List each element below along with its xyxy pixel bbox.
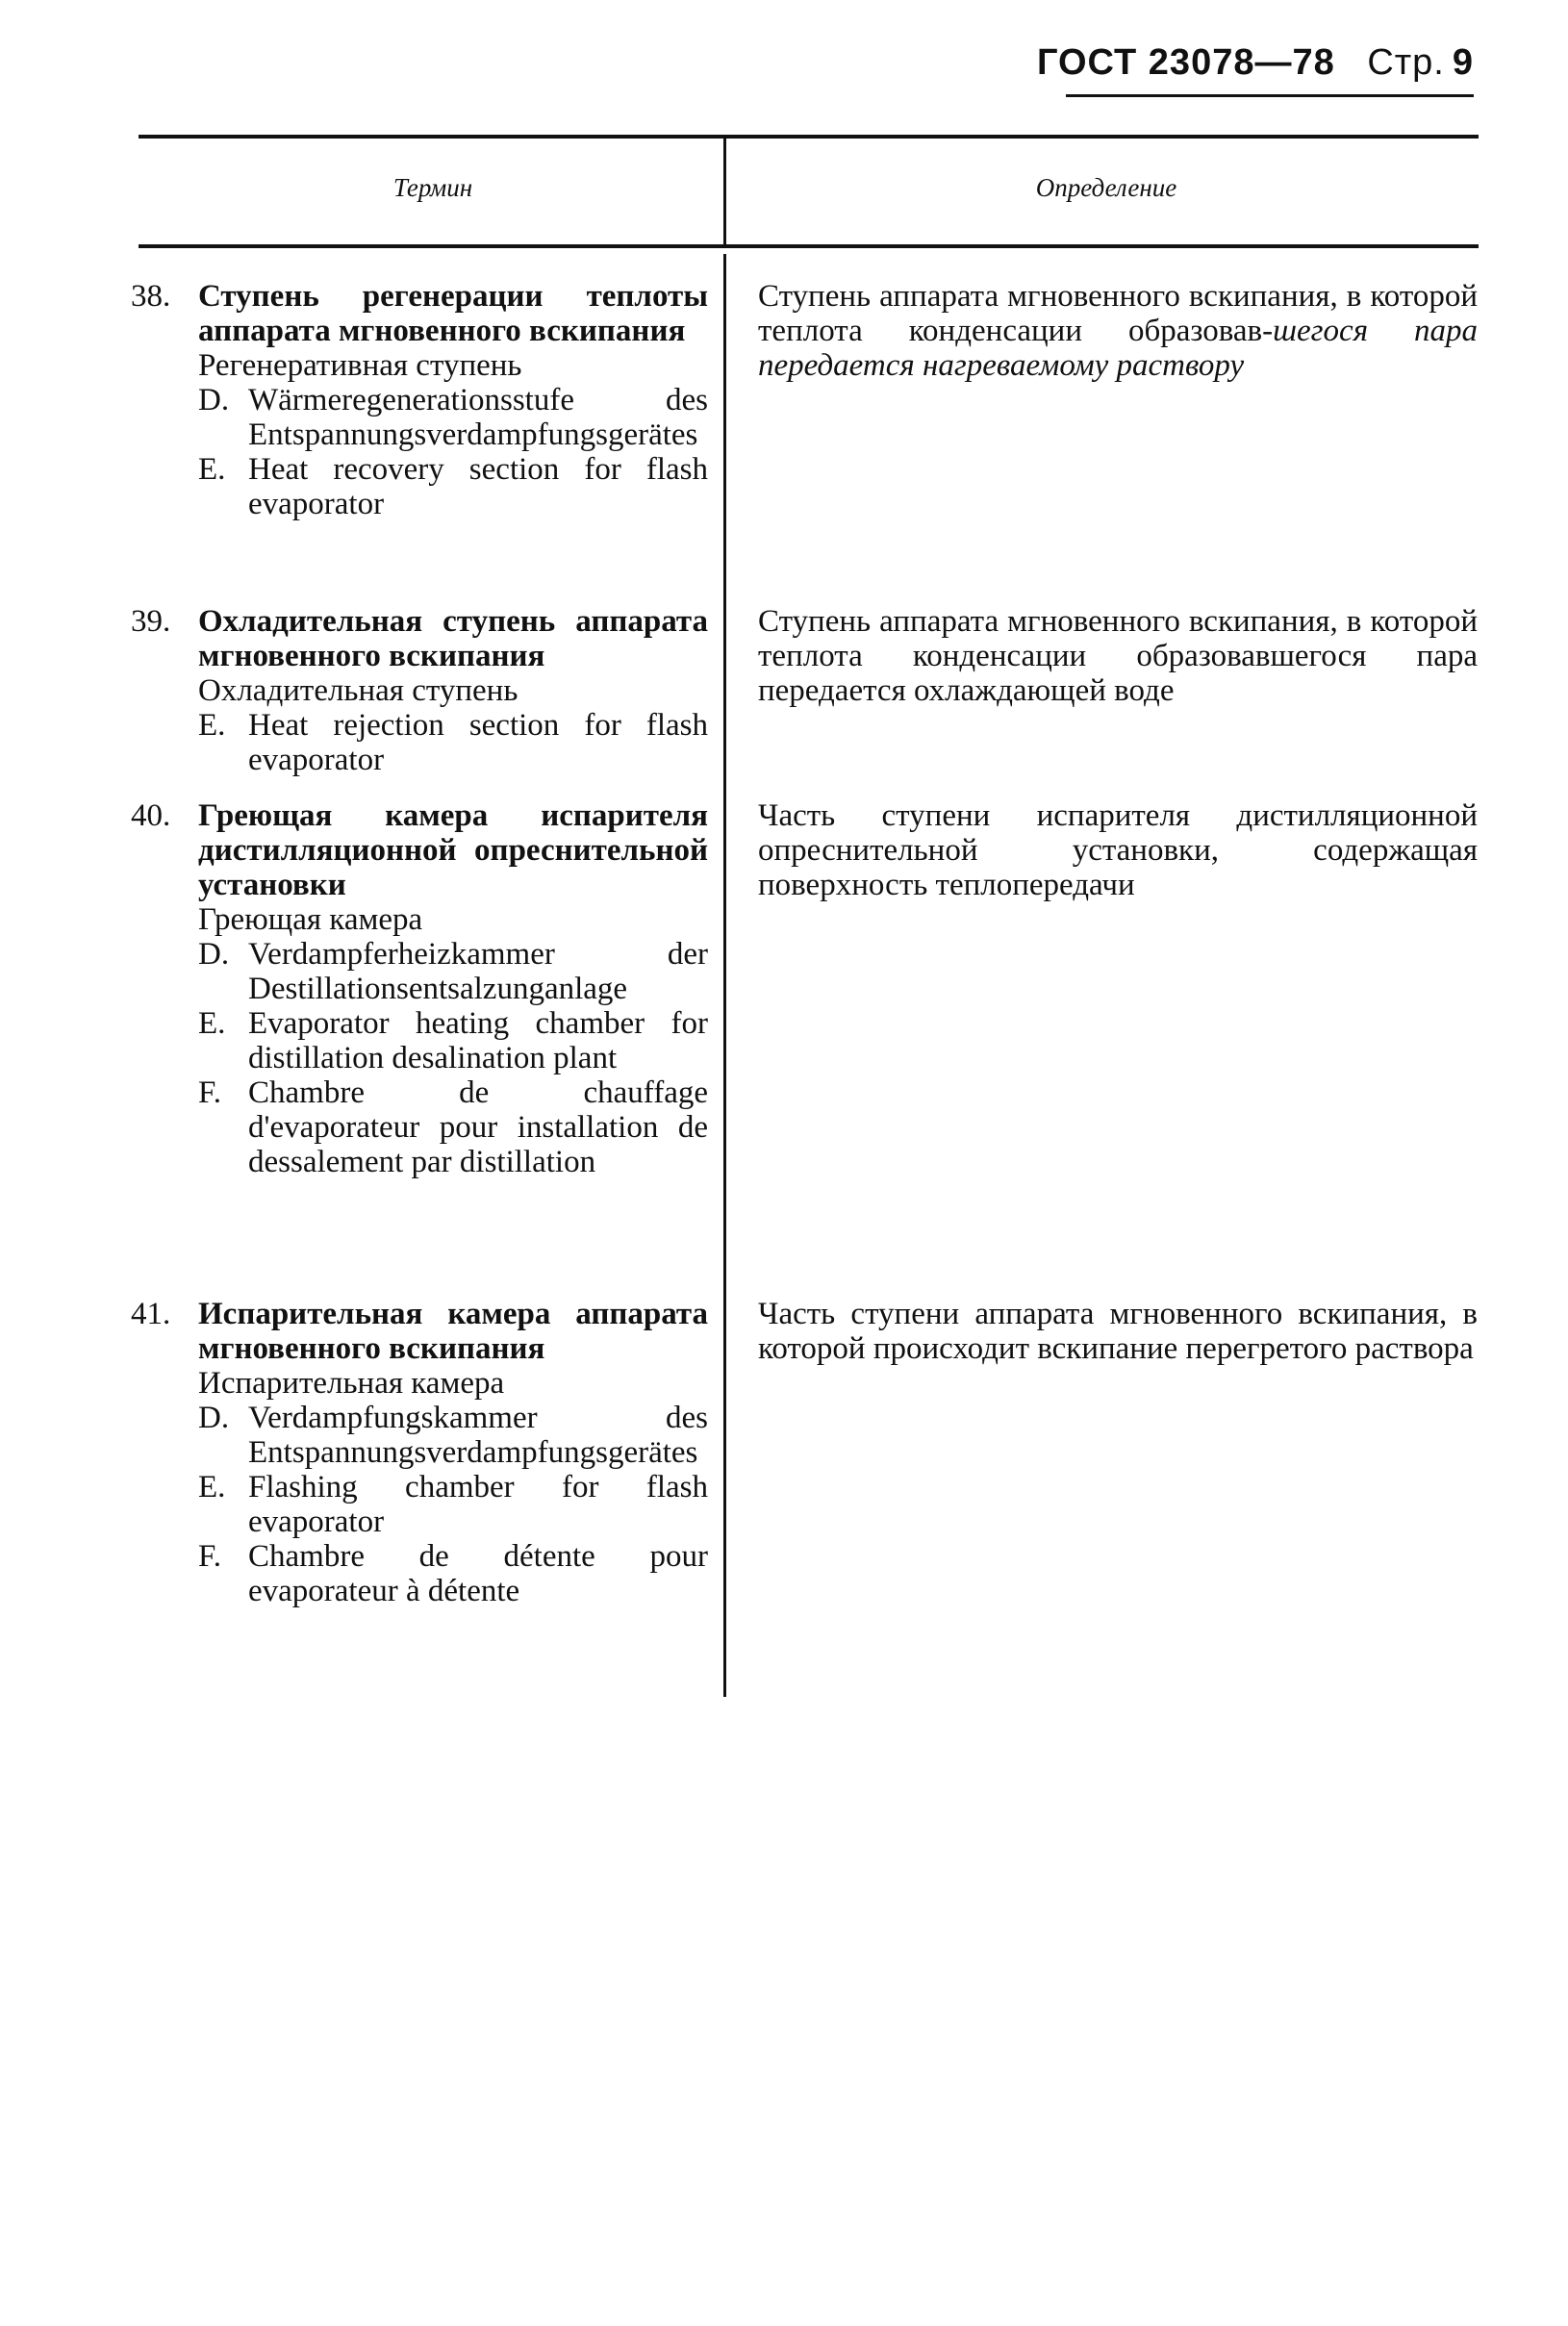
lang-code-e: E. bbox=[198, 1006, 226, 1041]
term-title: Ступень регенерации теплоты аппарата мгновенного вскипания bbox=[198, 279, 708, 348]
standard-number: ГОСТ 23078—78 bbox=[1036, 42, 1335, 83]
definition-38 bbox=[758, 279, 1478, 383]
lang-code-f: F. bbox=[198, 1075, 221, 1110]
term-short-form: Греющая камера bbox=[198, 902, 423, 937]
term-german-text: Wärmeregenerationsstufe des Entspannungsverdampfungsgerätes bbox=[248, 383, 708, 452]
term-title: Греющая камера испарителя дистилляционной опреснительной установки bbox=[198, 798, 708, 902]
term-number: 41. bbox=[131, 1297, 171, 1331]
term-entry-38 bbox=[131, 279, 708, 521]
page-label: Стр. bbox=[1367, 42, 1445, 83]
term-number: 39. bbox=[131, 604, 171, 639]
term-heading bbox=[131, 279, 708, 348]
term-short-form: Охладительная ступень bbox=[198, 673, 518, 708]
lang-code-d: D. bbox=[198, 1401, 230, 1435]
term-german bbox=[198, 1401, 708, 1470]
lang-code-e: E. bbox=[198, 452, 226, 487]
definition-text: Ступень аппарата мгновенного вскипания, в которой теплота конденсации образовав- bbox=[758, 279, 1478, 348]
table-header-rule bbox=[139, 244, 1479, 248]
term-french-text: Chambre de détente pour evaporateur à détente bbox=[248, 1539, 708, 1608]
term-english bbox=[198, 708, 708, 777]
term-title: Испарительная камера аппарата мгновенного вскипания bbox=[198, 1297, 708, 1366]
page-number: 9 bbox=[1452, 42, 1474, 83]
term-german-text: Verdampfungskammer des Entspannungsverdampfungsgerätes bbox=[248, 1401, 708, 1470]
term-heading bbox=[131, 798, 708, 902]
term-number: 40. bbox=[131, 798, 171, 833]
term-german bbox=[198, 937, 708, 1006]
table-top-rule bbox=[139, 135, 1479, 139]
term-english-text: Evaporator heating chamber for distillation desalination plant bbox=[248, 1006, 708, 1075]
lang-code-d: D. bbox=[198, 937, 230, 972]
page-header bbox=[1012, 42, 1474, 84]
column-divider-body bbox=[723, 254, 726, 1697]
term-german-text: Verdampferheizkammer der Destillationsentsalzunganlage bbox=[248, 937, 708, 1006]
definition-40: Часть ступени испарителя дистилляционной опреснительной установки, содержащая поверхность теплопередачи bbox=[758, 798, 1478, 902]
lang-code-e: E. bbox=[198, 1470, 226, 1504]
column-header-term: Термин bbox=[392, 173, 473, 202]
lang-code-f: F. bbox=[198, 1539, 221, 1574]
term-german bbox=[198, 383, 708, 452]
term-french bbox=[198, 1075, 708, 1179]
term-short-form: Испарительная камера bbox=[198, 1366, 505, 1401]
term-title: Охладительная ступень аппарата мгновенного вскипания bbox=[198, 604, 708, 673]
term-short-form: Регенеративная ступень bbox=[198, 348, 522, 383]
term-french bbox=[198, 1539, 708, 1608]
definition-41: Часть ступени аппарата мгновенного вскипания, в которой происходит вскипание перегретого раствора bbox=[758, 1297, 1478, 1366]
term-english-text: Heat rejection section for flash evaporator bbox=[248, 708, 708, 777]
term-english bbox=[198, 1006, 708, 1075]
column-divider-header bbox=[723, 139, 726, 246]
term-french-text: Chambre de chauffage d'evaporateur pour installation de dessalement par distillation bbox=[248, 1075, 708, 1179]
term-number: 38. bbox=[131, 279, 171, 314]
term-heading bbox=[131, 1297, 708, 1366]
column-header-definition: Определение bbox=[1035, 173, 1177, 202]
lang-code-e: E. bbox=[198, 708, 226, 743]
header-underline bbox=[1066, 94, 1474, 97]
definition-39: Ступень аппарата мгновенного вскипания, в которой теплота конденсации образовавшегося пара передается охлаждающей воде bbox=[758, 604, 1478, 708]
lang-code-d: D. bbox=[198, 383, 230, 417]
page-number-block bbox=[1367, 42, 1474, 83]
definition-italic-text: шегося пара передается нагреваемому раствору bbox=[758, 314, 1478, 383]
term-entry-40 bbox=[131, 798, 708, 1179]
term-entry-39 bbox=[131, 604, 708, 777]
term-english bbox=[198, 452, 708, 521]
term-english-text: Heat recovery section for flash evaporator bbox=[248, 452, 708, 521]
term-english-text: Flashing chamber for flash evaporator bbox=[248, 1470, 708, 1539]
term-entry-41 bbox=[131, 1297, 708, 1608]
term-heading bbox=[131, 604, 708, 673]
term-english bbox=[198, 1470, 708, 1539]
